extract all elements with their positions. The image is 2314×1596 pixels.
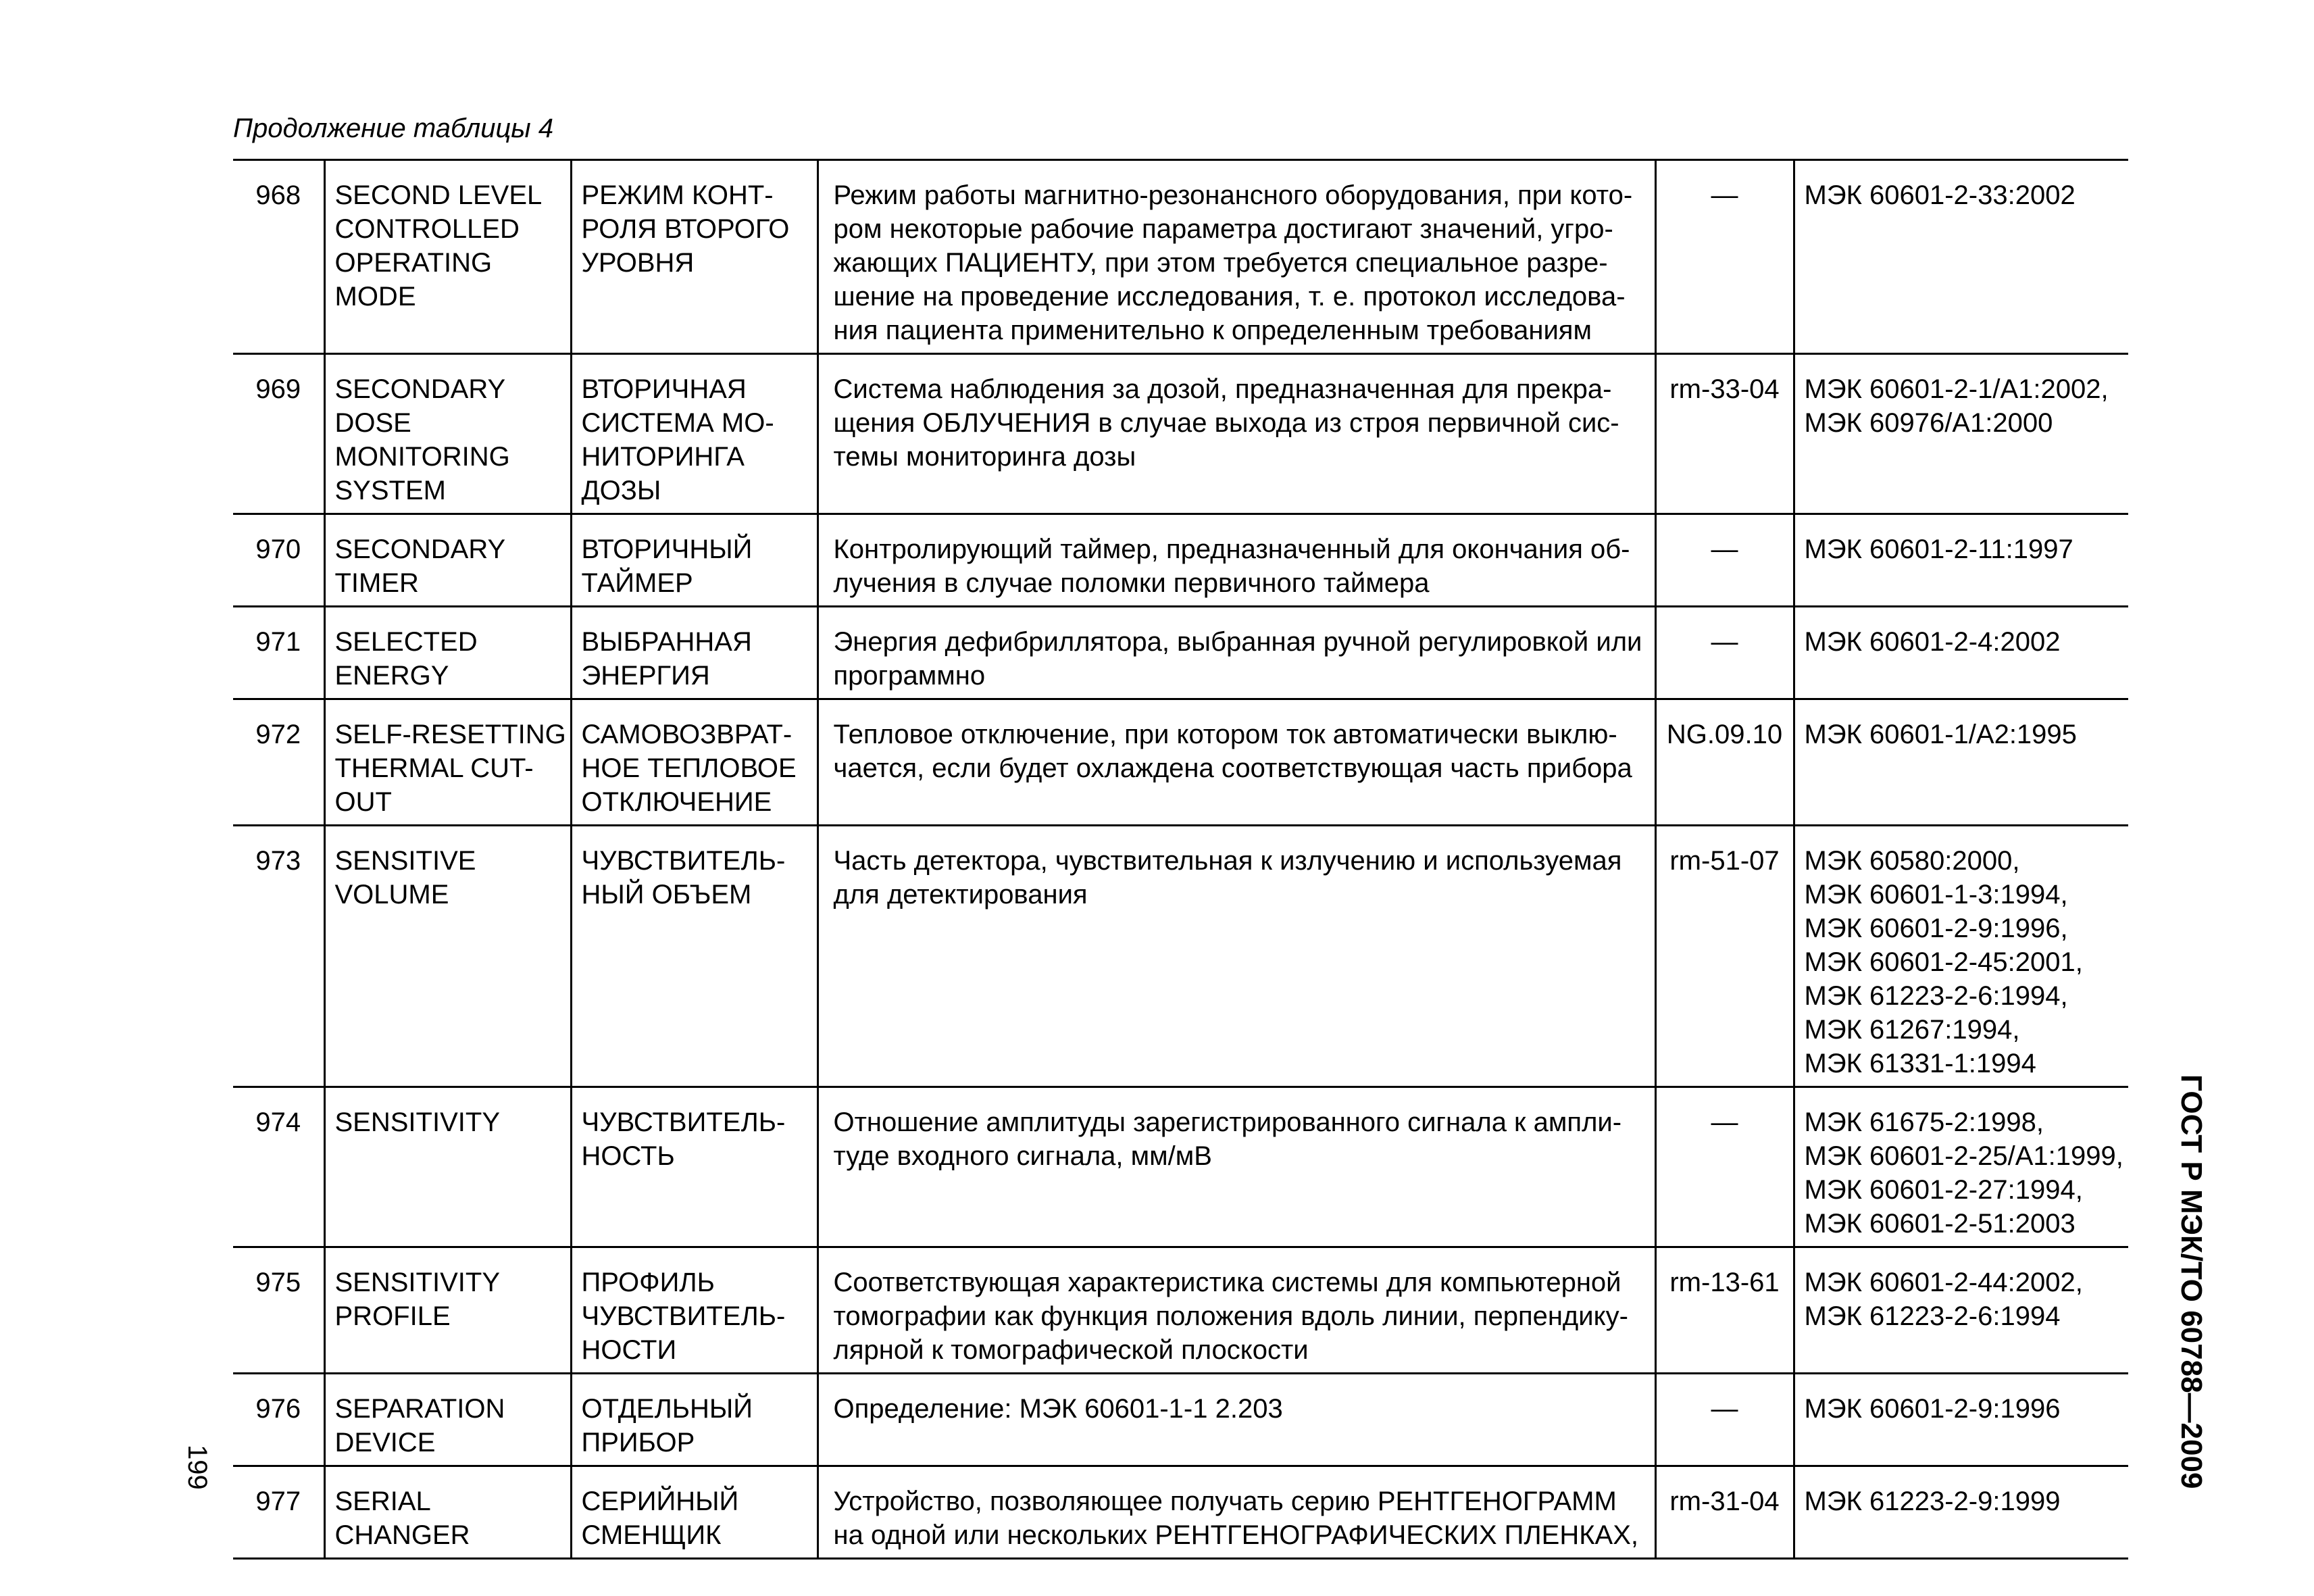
cell-line: СМЕНЩИК [581,1520,722,1550]
table-row [233,1374,2128,1466]
cell-line: VOLUME [334,880,449,909]
term-code: — [1655,1374,1794,1466]
terms-table-container [233,159,2128,1550]
cell-line: Часть детектора, чувствительная к излучению и используемая [833,846,1622,876]
term-references [1794,160,2128,354]
cell-line: СЕРИЙНЫЙ [581,1487,739,1516]
cell-line: МЭК 60601-2-11:1997 [1804,534,2073,564]
cell-line: OUT [334,787,392,817]
cell-line: МЭК 60601-2-33:2002 [1804,180,2076,210]
cell-line: SYSTEM [334,476,446,505]
term-code: — [1655,160,1794,354]
cell-line: ния пациента применительно к определенным требованиям [833,316,1592,345]
term-number: 976 [233,1374,324,1466]
cell-line: MODE [334,282,416,311]
cell-line: ЭНЕРГИЯ [581,661,710,691]
term-code: — [1655,1087,1794,1247]
term-code: rm-51-07 [1655,826,1794,1087]
term-english [324,1087,571,1247]
term-russian [571,826,818,1087]
term-number: 971 [233,607,324,699]
page-number: 199 [182,1445,212,1490]
cell-line: DOSE [334,408,411,438]
cell-line: MONITORING [334,442,510,472]
terms-table [233,159,2128,1560]
cell-line: SENSITIVE [334,846,476,876]
cell-line: РЕЖИМ КОНТ- [581,180,774,210]
term-code: NG.09.10 [1655,699,1794,826]
cell-line: ВТОРИЧНАЯ [581,374,747,404]
cell-line: ПРИБОР [581,1428,695,1457]
term-definition [818,1466,1655,1559]
cell-line: УРОВНЯ [581,248,695,278]
cell-line: чается, если будет охлаждена соответствующая часть прибора [833,753,1632,783]
term-definition [818,1087,1655,1247]
cell-line: лучения в случае поломки первичного таймера [833,568,1430,598]
cell-line: щения ОБЛУЧЕНИЯ в случае выхода из строя первичной сис- [833,408,1619,438]
document-title-vertical: ГОСТ Р МЭК/ТО 60788—2009 [2175,1074,2208,1489]
cell-line: для детектирования [833,880,1088,909]
cell-line: ТАЙМЕР [581,568,693,598]
cell-line: САМОВОЗВРАТ- [581,720,793,749]
term-code: rm-33-04 [1655,354,1794,514]
term-russian [571,1466,818,1559]
cell-line: МЭК 61223-2-9:1999 [1804,1487,2061,1516]
cell-line: МЭК 60976/А1:2000 [1804,408,2053,438]
cell-line: ЧУВСТВИТЕЛЬ- [581,1107,786,1137]
cell-line: SECONDARY [334,374,506,404]
cell-line: НОСТЬ [581,1141,675,1171]
cell-line: ENERGY [334,661,449,691]
cell-line: Определение: МЭК 60601-1-1 2.203 [833,1394,1283,1424]
cell-line: Контролирующий таймер, предназначенный для окончания об- [833,534,1630,564]
term-definition [818,354,1655,514]
term-definition [818,699,1655,826]
cell-line: МЭК 61331-1:1994 [1804,1049,2036,1078]
term-definition [818,1374,1655,1466]
cell-line: МЭК 60601-1-3:1994, [1804,880,2068,909]
term-number: 975 [233,1247,324,1374]
table-row [233,354,2128,514]
term-number: 974 [233,1087,324,1247]
term-code: rm-31-04 [1655,1466,1794,1559]
cell-line: ВТОРИЧНЫЙ [581,534,753,564]
term-number: 969 [233,354,324,514]
term-number: 970 [233,514,324,607]
term-english [324,160,571,354]
term-number: 977 [233,1466,324,1559]
term-definition [818,826,1655,1087]
term-english [324,1374,571,1466]
term-code: — [1655,607,1794,699]
cell-line: шение на проведение исследования, т. е. протокол исследова- [833,282,1626,311]
term-russian [571,607,818,699]
cell-line: Устройство, позволяющее получать серию РЕНТГЕНОГРАММ [833,1487,1617,1516]
cell-line: на одной или нескольких РЕНТГЕНОГРАФИЧЕСКИХ ПЛЕНКАХ, [833,1520,1638,1550]
cell-line: МЭК 60601-2-9:1996 [1804,1394,2061,1424]
term-references [1794,1087,2128,1247]
term-english [324,1247,571,1374]
term-russian [571,1374,818,1466]
cell-line: томографии как функция положения вдоль линии, перпендику- [833,1301,1628,1331]
cell-line: МЭК 60601-2-45:2001, [1804,947,2083,977]
cell-line: НОЕ ТЕПЛОВОЕ [581,753,797,783]
cell-line: CHANGER [334,1520,470,1550]
cell-line: ЧУВСТВИТЕЛЬ- [581,846,786,876]
cell-line: МЭК 60580:2000, [1804,846,2020,876]
term-references [1794,826,2128,1087]
cell-line: Соответствующая характеристика системы для компьютерной [833,1268,1621,1297]
cell-line: OPERATING [334,248,493,278]
cell-line: ОТДЕЛЬНЫЙ [581,1394,753,1424]
term-russian [571,1247,818,1374]
cell-line: ВЫБРАННАЯ [581,627,752,657]
term-references [1794,1247,2128,1374]
table-row [233,699,2128,826]
term-references [1794,607,2128,699]
term-definition [818,160,1655,354]
term-number: 972 [233,699,324,826]
terms-table-body [233,160,2128,1559]
table-row [233,160,2128,354]
term-definition [818,607,1655,699]
table-row [233,607,2128,699]
cell-line: SECOND LEVEL [334,180,543,210]
cell-line: THERMAL CUT- [334,753,534,783]
cell-line: МЭК 61223-2-6:1994 [1804,1301,2061,1331]
cell-line: TIMER [334,568,419,598]
cell-line: МЭК 60601-2-27:1994, [1804,1175,2083,1205]
cell-line: МЭК 60601-2-44:2002, [1804,1268,2083,1297]
cell-line: лярной к томографической плоскости [833,1335,1309,1365]
cell-line: SECONDARY [334,534,506,564]
cell-line: МЭК 61267:1994, [1804,1015,2020,1045]
term-code: — [1655,514,1794,607]
table-row [233,1087,2128,1247]
cell-line: ЧУВСТВИТЕЛЬ- [581,1301,786,1331]
cell-line: Режим работы магнитно-резонансного оборудования, при кото- [833,180,1633,210]
cell-line: НЫЙ ОБЪЕМ [581,880,752,909]
cell-line: туде входного сигнала, мм/мВ [833,1141,1212,1171]
cell-line: МЭК 61223-2-6:1994, [1804,981,2068,1011]
term-references [1794,1374,2128,1466]
cell-line: PROFILE [334,1301,451,1331]
term-english [324,607,571,699]
cell-line: МЭК 60601-2-25/А1:1999, [1804,1141,2123,1171]
table-caption: Продолжение таблицы 4 [233,114,554,143]
term-references [1794,1466,2128,1559]
term-russian [571,160,818,354]
cell-line: жающих ПАЦИЕНТУ, при этом требуется специальное разре- [833,248,1608,278]
cell-line: Отношение амплитуды зарегистрированного сигнала к ампли- [833,1107,1622,1137]
term-english [324,514,571,607]
cell-line: НИТОРИНГА [581,442,745,472]
term-english [324,354,571,514]
table-row [233,1247,2128,1374]
cell-line: СИСТЕМА МО- [581,408,774,438]
table-row [233,514,2128,607]
term-russian [571,1087,818,1247]
term-references [1794,699,2128,826]
term-russian [571,354,818,514]
cell-line: МЭК 60601-1/А2:1995 [1804,720,2077,749]
cell-line: МЭК 60601-2-9:1996, [1804,914,2068,943]
cell-line: МЭК 61675-2:1998, [1804,1107,2044,1137]
table-row [233,826,2128,1087]
cell-line: РОЛЯ ВТОРОГО [581,214,790,244]
cell-line: программно [833,661,986,691]
cell-line: ОТКЛЮЧЕНИЕ [581,787,772,817]
cell-line: SENSITIVITY [334,1107,500,1137]
term-references [1794,354,2128,514]
cell-line: ДОЗЫ [581,476,661,505]
cell-line: SERIAL [334,1487,431,1516]
term-definition [818,514,1655,607]
cell-line: МЭК 60601-2-51:2003 [1804,1209,2076,1239]
term-number: 973 [233,826,324,1087]
term-code: rm-13-61 [1655,1247,1794,1374]
cell-line: Энергия дефибриллятора, выбранная ручной регулировкой или [833,627,1642,657]
term-russian [571,699,818,826]
cell-line: SELECTED [334,627,478,657]
cell-line: ром некоторые рабочие параметра достигают значений, угро- [833,214,1613,244]
cell-line: ПРОФИЛЬ [581,1268,715,1297]
cell-line: CONTROLLED [334,214,520,244]
cell-line: МЭК 60601-2-4:2002 [1804,627,2061,657]
term-english [324,1466,571,1559]
cell-line: Тепловое отключение, при котором ток автоматически выклю- [833,720,1617,749]
term-definition [818,1247,1655,1374]
term-english [324,699,571,826]
term-russian [571,514,818,607]
cell-line: DEVICE [334,1428,436,1457]
cell-line: НОСТИ [581,1335,677,1365]
cell-line: МЭК 60601-2-1/А1:2002, [1804,374,2109,404]
term-references [1794,514,2128,607]
cell-line: SELF-RESETTING [334,720,566,749]
term-number: 968 [233,160,324,354]
term-english [324,826,571,1087]
cell-line: темы мониторинга дозы [833,442,1136,472]
cell-line: SENSITIVITY [334,1268,500,1297]
cell-line: SEPARATION [334,1394,505,1424]
table-row [233,1466,2128,1559]
cell-line: Система наблюдения за дозой, предназначенная для прекра- [833,374,1612,404]
